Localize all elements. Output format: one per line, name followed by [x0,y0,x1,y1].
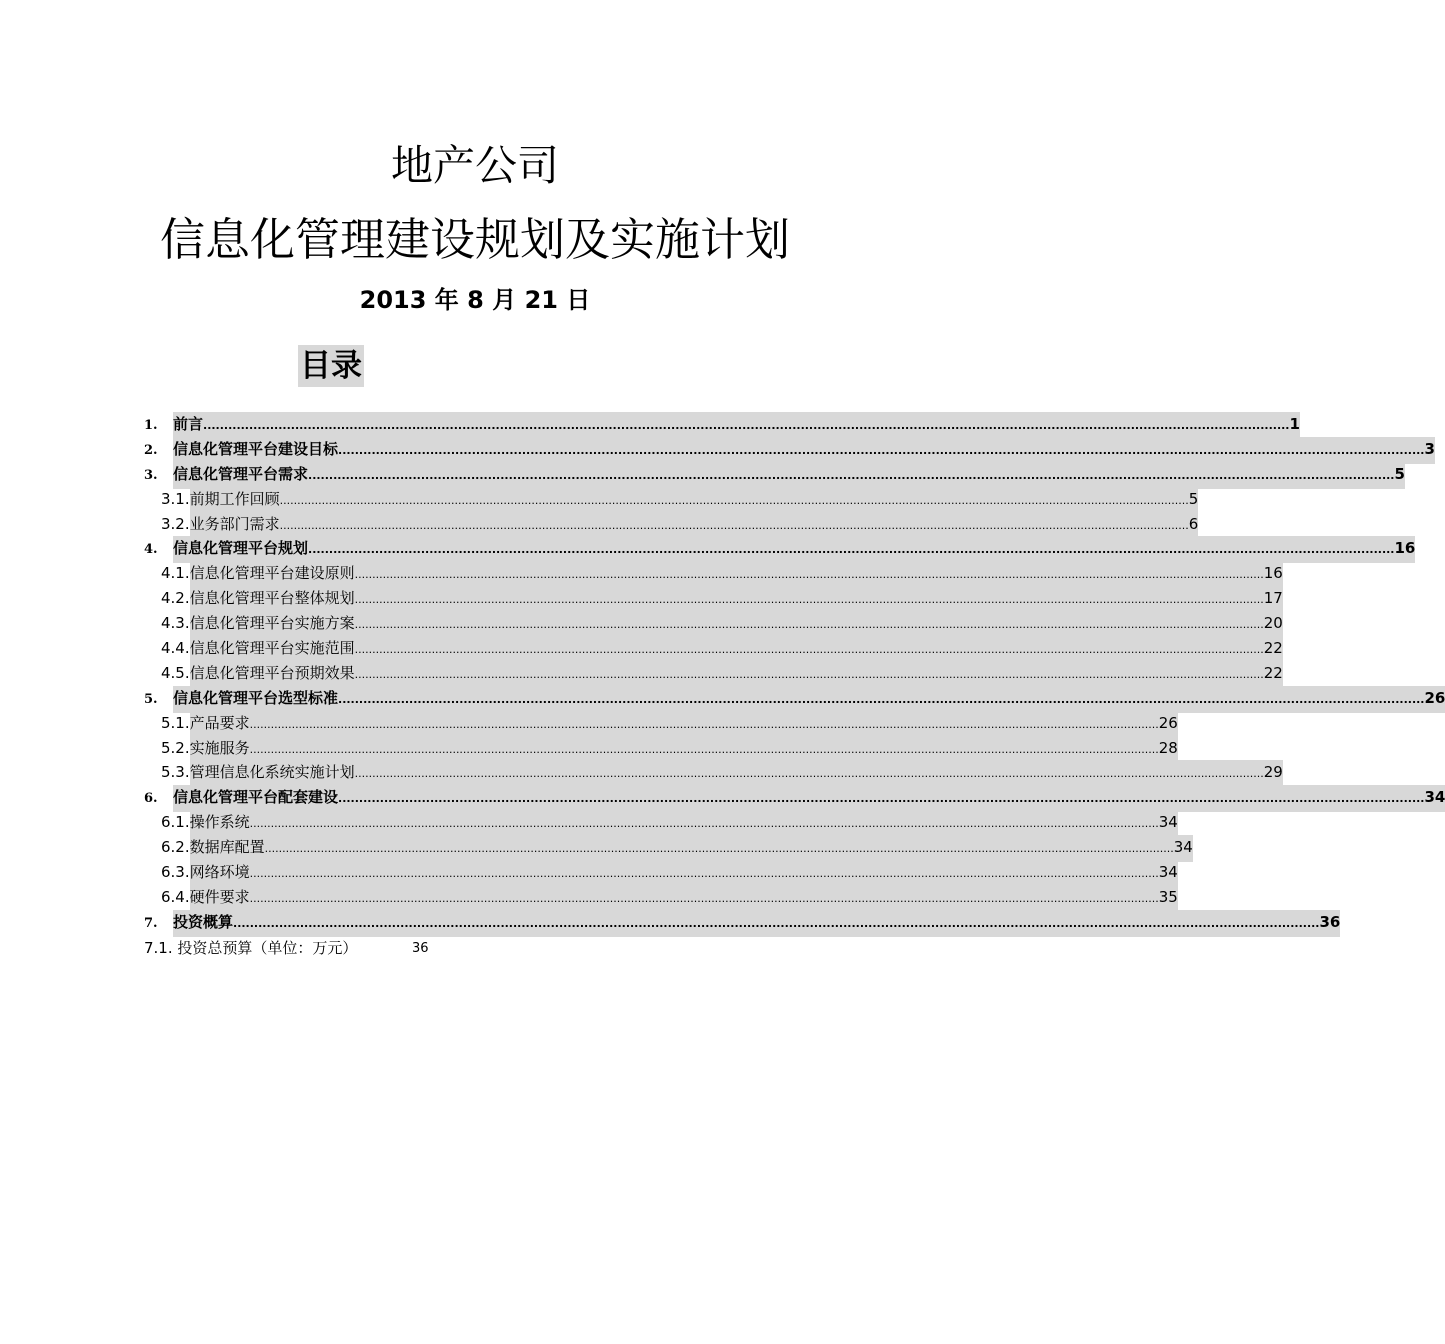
toc-entry-page: 17 [1263,589,1283,608]
toc-entry-title: 前言 [173,415,204,433]
toc-entry-highlight [173,412,1300,439]
toc-entry[interactable] [144,487,1199,512]
toc-entry-title: 网络环境 [189,863,250,882]
toc-entry-highlight [173,462,1405,489]
toc-entry-number: 4. [144,542,158,558]
toc-entry[interactable] [144,561,1283,586]
toc-entry-title: 投资概算 [173,912,234,931]
toc-entry-number: 5. [144,691,158,707]
toc-leader-dots: .................................................................................................................................................................................................................................................................... [338,443,1425,457]
toc-entry[interactable] [144,536,1416,561]
toc-entry-highlight [190,810,1178,837]
toc-entry-number: 4.1. [161,564,190,583]
toc-leader-dots: .................................................................................................................................................................................................................................................................... [203,419,1290,432]
toc-entry-highlight [190,860,1178,887]
toc-entry-highlight [190,512,1199,539]
table-of-contents [144,412,1445,935]
toc-leader-dots: .................................................................................................................................................................................................................................................................... [279,518,1189,532]
toc-entry-number: 4.5. [161,663,190,682]
toc-entry-number: 4.2. [161,589,190,608]
toc-entry[interactable] [144,586,1283,611]
toc-entry-number: 4.4. [161,639,190,658]
toc-entry[interactable] [144,835,1193,860]
toc-leader-dots: .................................................................................................................................................................................................................................................................... [249,717,1159,731]
toc-entry-title: 操作系统 [189,813,250,832]
toc-leader-dots: .................................................................................................................................................................................................................................................................... [338,792,1425,806]
toc-entry[interactable] [144,910,1341,935]
toc-entry-title: 信息化管理平台预期效果 [189,663,355,682]
toc-entry[interactable] [144,711,1178,736]
toc-entry-number: 6.1. [161,813,190,832]
toc-entry-title: 信息化管理平台配套建设 [173,788,339,807]
toc-leader-dots: .................................................................................................................................................................................................................................................................... [249,867,1159,881]
toc-leader-dots: .................................................................................................................................................................................................................................................................... [308,468,1395,482]
toc-entry-page: 29 [1263,763,1283,782]
toc-entry-highlight [190,561,1283,588]
toc-entry-title: 信息化管理平台规划 [173,539,309,558]
toc-entry-number: 5.2. [161,738,190,757]
toc-entry-highlight [173,437,1435,464]
toc-leader-dots: .................................................................................................................................................................................................................................................................... [233,916,1320,930]
toc-entry-number: 3. [144,467,158,483]
toc-entry-page: 16 [1263,564,1283,583]
document-title: 信息化管理建设规划及实施计划 [159,213,790,266]
toc-entry-number: 1. [144,418,158,433]
toc-entry-page: 34 [1158,813,1178,832]
toc-leader-dots: .................................................................................................................................................................................................................................................................... [354,667,1264,681]
toc-leader-dots: .................................................................................................................................................................................................................................................................... [354,568,1264,582]
toc-entry-page: 34 [1424,788,1445,807]
toc-entry-title: 信息化管理平台建设原则 [189,564,355,583]
toc-entry-highlight [190,760,1283,787]
toc-entry[interactable] [144,785,1445,810]
toc-entry-title: 信息化管理平台实施范围 [189,639,355,658]
toc-leader-dots: .................................................................................................................................................................................................................................................................... [279,493,1189,507]
toc-entry[interactable] [144,412,1300,437]
toc-entry-title: 管理信息化系统实施计划 [189,763,355,782]
toc-leader-dots: .................................................................................................................................................................................................................................................................... [264,842,1174,856]
toc-entry-highlight [190,611,1283,638]
toc-entry-page: 16 [1394,539,1416,558]
toc-entry[interactable] [144,512,1199,537]
toc-entry-title: 信息化管理平台整体规划 [189,589,355,608]
toc-entry-page: 34 [1173,838,1193,857]
toc-entry-page: 26 [1424,688,1445,707]
toc-entry-page: 36 [412,941,429,956]
toc-entry[interactable] [144,736,1178,761]
toc-entry-number: 3.1. [161,489,190,508]
toc-entry-highlight [190,835,1193,862]
toc-heading: 目录 [298,345,364,387]
toc-entry-number: 5.1. [161,713,190,732]
toc-entry-page: 22 [1263,639,1283,658]
toc-entry-page: 1 [1289,415,1300,433]
document-date: 2013 年 8 月 21 日 [359,286,591,314]
toc-entry-number: 6.4. [161,887,190,906]
toc-entry-number: 6. [144,791,158,807]
toc-entry-number: 7.1. [144,939,173,957]
toc-entry-highlight [190,586,1283,613]
toc-entry-7-1[interactable] [144,936,429,960]
toc-entry-title: 产品要求 [189,713,250,732]
toc-leader-dots: .................................................................................................................................................................................................................................................................... [308,543,1395,557]
toc-leader-dots: .................................................................................................................................................................................................................................................................... [249,742,1159,756]
toc-entry-title: 数据库配置 [189,838,265,857]
toc-leader-dots: .................................................................................................................................................................................................................................................................... [354,643,1264,657]
toc-entry[interactable] [144,611,1283,636]
toc-entry-title: 硬件要求 [189,887,250,906]
toc-leader-dots: .................................................................................................................................................................................................................................................................... [249,891,1159,905]
toc-leader-dots: .................................................................................................................................................................................................................................................................... [354,618,1264,632]
toc-entry-highlight [173,910,1340,937]
toc-entry-number: 4.3. [161,614,190,633]
toc-leader-dots: .................................................................................................................................................................................................................................................................... [249,817,1159,831]
toc-entry-page: 28 [1158,738,1178,757]
toc-entry-highlight [173,686,1445,713]
toc-entry-page: 5 [1188,489,1199,508]
toc-entry-highlight [190,661,1283,688]
toc-entry-highlight [173,536,1415,563]
toc-entry-title: 投资总预算（单位：万元） [177,939,358,957]
toc-entry[interactable] [144,760,1283,785]
toc-entry[interactable] [144,885,1178,910]
toc-entry[interactable] [144,810,1178,835]
toc-entry-title: 业务部门需求 [189,514,280,533]
toc-entry-title: 实施服务 [189,738,250,757]
toc-entry[interactable] [144,462,1405,487]
toc-entry-page: 20 [1263,614,1283,633]
toc-entry-highlight [190,885,1178,912]
toc-leader-dots: .................................................................................................................................................................................................................................................................... [354,593,1264,607]
toc-entry-title: 前期工作回顾 [189,489,280,508]
toc-entry-page: 26 [1158,713,1178,732]
toc-entry-highlight [173,785,1445,812]
toc-entry-page: 5 [1394,464,1405,483]
toc-entry-number: 6.2. [161,838,190,857]
toc-entry-page: 36 [1319,912,1341,931]
company-title: 地产公司 [390,141,559,190]
toc-entry-highlight [190,711,1178,738]
toc-entry-page: 3 [1424,439,1435,458]
toc-entry-page: 34 [1158,863,1178,882]
toc-entry-highlight [190,636,1283,663]
toc-entry-page: 35 [1158,887,1178,906]
toc-entry-highlight [190,487,1199,514]
toc-entry-number: 3.2. [161,514,190,533]
toc-entry-number: 2. [144,442,158,458]
toc-entry-number: 6.3. [161,863,190,882]
toc-entry-title: 信息化管理平台实施方案 [189,614,355,633]
toc-entry[interactable] [144,860,1178,885]
toc-entry-title: 信息化管理平台需求 [173,464,309,483]
toc-leader-dots: .................................................................................................................................................................................................................................................................... [354,767,1264,781]
toc-entry-number: 7. [144,915,158,931]
toc-entry-title: 信息化管理平台建设目标 [173,439,339,458]
toc-leader-dots: .................................................................................................................................................................................................................................................................... [338,692,1425,706]
toc-entry-highlight [190,736,1178,763]
toc-entry[interactable] [144,636,1283,661]
toc-entry[interactable] [144,686,1445,711]
toc-entry[interactable] [144,437,1435,462]
toc-entry-number: 5.3. [161,763,190,782]
toc-entry[interactable] [144,661,1283,686]
toc-entry-title: 信息化管理平台选型标准 [173,688,339,707]
toc-entry-page: 22 [1263,663,1283,682]
toc-entry-page: 6 [1188,514,1199,533]
